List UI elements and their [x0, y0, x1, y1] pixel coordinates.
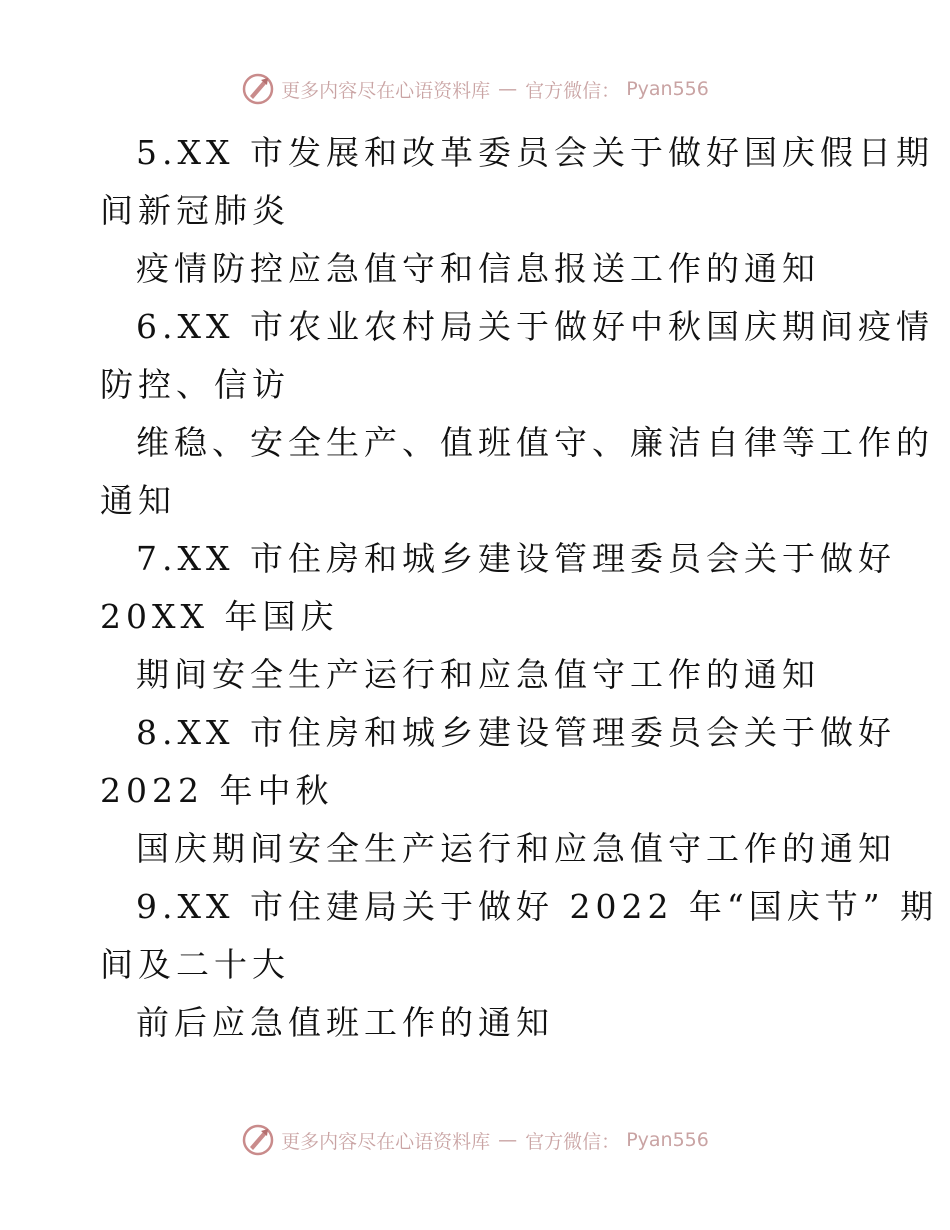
text-line: 防控、信访: [100, 365, 290, 404]
quill-logo-icon: [241, 72, 275, 106]
watermark-account: Pyan556: [626, 78, 709, 100]
document-body: [100, 124, 939, 1052]
text-line: 间新冠肺炎: [100, 191, 290, 230]
text-line: 9.XX 市住建局关于做好 2022 年“国庆节” 期: [136, 887, 939, 926]
text-line: 间及二十大: [100, 945, 290, 984]
watermark-contact: 官方微信：: [525, 1130, 621, 1153]
text-line: 前后应急值班工作的通知: [136, 1003, 554, 1042]
watermark-account: Pyan556: [626, 1129, 709, 1151]
text-line: 通知: [100, 481, 176, 520]
header-watermark: [0, 72, 950, 106]
watermark-separator: —: [498, 1129, 518, 1151]
text-line: 5.XX 市发展和改革委员会关于做好国庆假日期: [136, 133, 934, 172]
text-line: 7.XX 市住房和城乡建设管理委员会关于做好: [136, 539, 896, 578]
text-line: 疫情防控应急值守和信息报送工作的通知: [136, 249, 820, 288]
footer-watermark: [0, 1123, 950, 1157]
watermark-separator: —: [498, 78, 518, 100]
watermark-text: 更多内容尽在心语资料库: [281, 1130, 491, 1153]
text-line: 8.XX 市住房和城乡建设管理委员会关于做好: [136, 713, 896, 752]
text-line: 20XX 年国庆: [100, 597, 339, 636]
text-line: 维稳、安全生产、值班值守、廉洁自律等工作的: [136, 423, 934, 462]
watermark-text: 更多内容尽在心语资料库: [281, 79, 491, 102]
watermark-contact: 官方微信：: [525, 79, 621, 102]
text-line: 2022 年中秋: [100, 771, 334, 810]
quill-logo-icon: [241, 1123, 275, 1157]
text-line: 6.XX 市农业农村局关于做好中秋国庆期间疫情: [136, 307, 934, 346]
text-line: 期间安全生产运行和应急值守工作的通知: [136, 655, 820, 694]
text-line: 国庆期间安全生产运行和应急值守工作的通知: [136, 829, 896, 868]
